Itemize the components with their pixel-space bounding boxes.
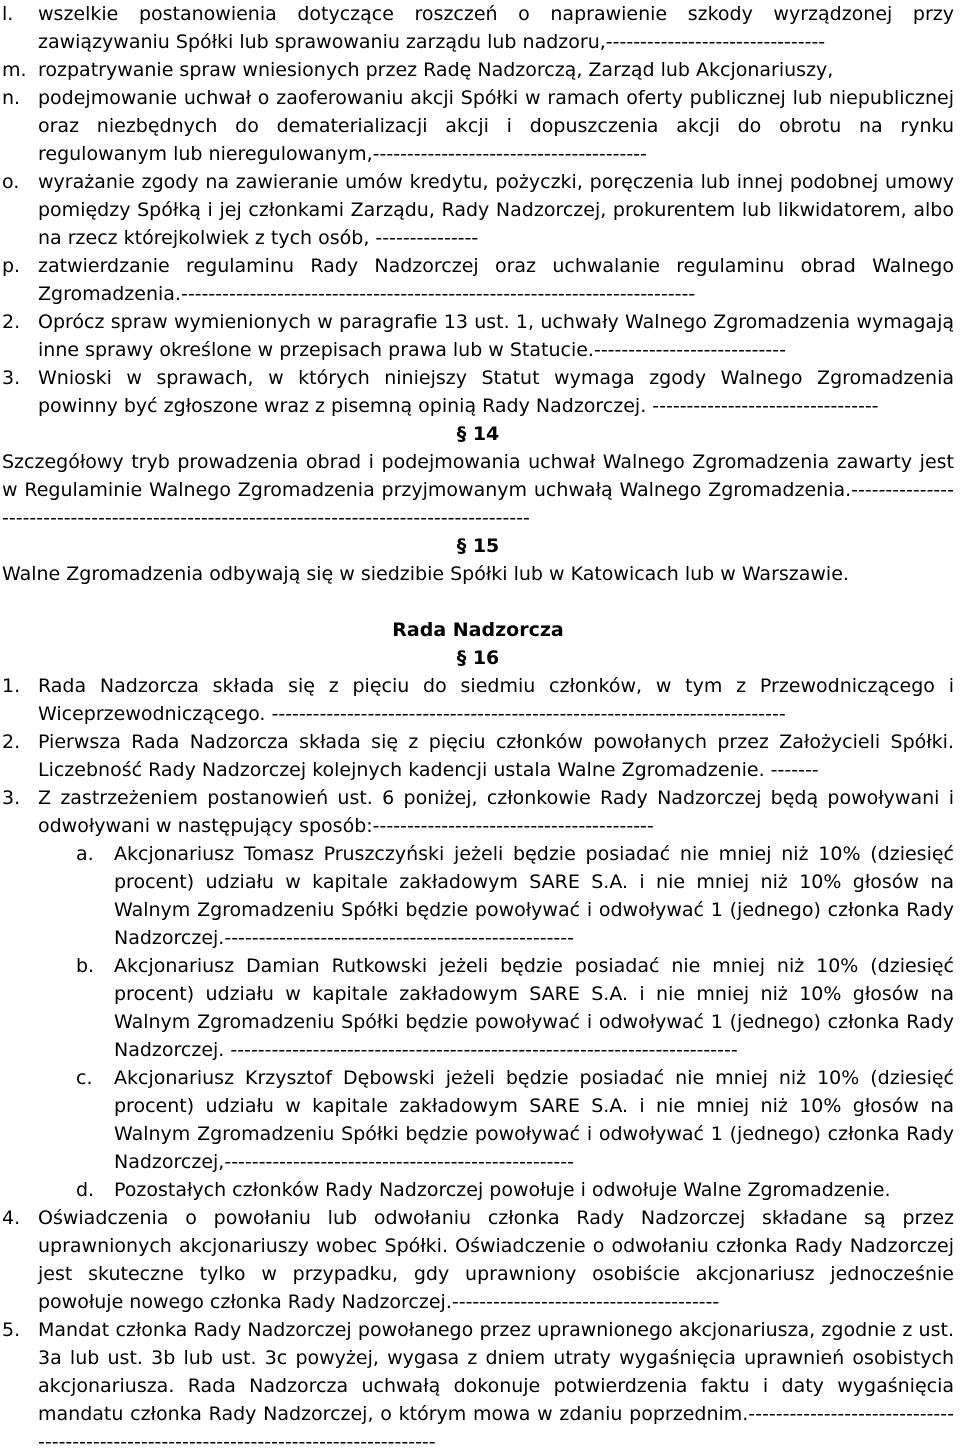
section-14-text: Szczegółowy tryb prowadzenia obrad i podejmowania uchwał Walnego Zgromadzenia zawarty jest w Regulaminie Walnego Zgromadzenia przyjmowanym uchwałą Walnego Zgromadzenia.--------------------------------------------------------------------------------------------: [2, 451, 954, 529]
list-item-text: wyrażanie zgody na zawieranie umów kredytu, pożyczki, poręczenia lub innej podobnej umowy pomiędzy Spółką i jej członkami Zarządu, Rady Nadzorczej, prokurentem lub likwidatorem, albo na rzecz którejkolwiek z tych osób, ---------------: [38, 171, 954, 249]
sub-item-c: [2, 1064, 954, 1176]
list-item-text: Akcjonariusz Tomasz Pruszczyński jeżeli będzie posiadać nie mniej niż 10% (dziesięć procent) udziału w kapitale zakładowym SARE S.A. i nie mniej niż 10% głosów na Walnym Zgromadzeniu Spółki będzie powoływać i odwoływać 1 (jednego) członka Rady Nadzorczej.---------------------------------------------------: [114, 843, 954, 949]
list-marker: d.: [76, 1179, 95, 1201]
paragraph-number: 4.: [2, 1207, 21, 1229]
paragraph-text: Z zastrzeżeniem postanowień ust. 6 poniżej, członkowie Rady Nadzorczej będą powoływani i odwoływani w następujący sposób:-----------------------------------------: [38, 787, 954, 837]
section-16-title: § 16: [456, 647, 500, 669]
list-item-text: wszelkie postanowienia dotyczące roszczeń o naprawienie szkody wyrządzonej przy zawiązywaniu Spółki lub sprawowaniu zarządu lub nadzoru,--------------------------------: [38, 3, 954, 53]
paragraph-number: 2.: [2, 311, 21, 333]
list-item-text: podejmowanie uchwał o zaoferowaniu akcji Spółki w ramach oferty publicznej lub niepublicznej oraz niezbędnych do dematerializacji akcji i dopuszczenia akcji do obrotu na rynku regulowanym lub nieregulowanym,----------------------------------------: [38, 87, 954, 165]
spacer: [2, 588, 954, 616]
paragraph-number: 3.: [2, 787, 21, 809]
section-16-paragraph-3: [2, 784, 954, 840]
section-16-paragraph-5: [2, 1316, 954, 1456]
list-marker: c.: [76, 1067, 93, 1089]
sub-item-b: [2, 952, 954, 1064]
paragraph-number: 5.: [2, 1319, 21, 1341]
paragraph-text: Wnioski w sprawach, w których niniejszy Statut wymaga zgody Walnego Zgromadzenia powinny być zgłoszone wraz z pisemną opinią Rady Nadzorczej. ---------------------------------: [38, 367, 954, 417]
list-item-n: [2, 84, 954, 168]
list-item-m: [2, 56, 954, 84]
paragraph-number: 1.: [2, 675, 21, 697]
paragraph-text: Oprócz spraw wymienionych w paragrafie 13 ust. 1, uchwały Walnego Zgromadzenia wymagają inne sprawy określone w przepisach prawa lub w Statucie.----------------------------: [38, 311, 954, 361]
section-15-text: Walne Zgromadzenia odbywają się w siedzibie Spółki lub w Katowicach lub w Warszawie.: [2, 563, 849, 585]
section-14-title: § 14: [456, 423, 500, 445]
list-item-text: zatwierdzanie regulaminu Rady Nadzorczej oraz uchwalanie regulaminu obrad Walnego Zgromadzenia.---------------------------------------------------------------------------: [38, 255, 954, 305]
list-item-l: [2, 0, 954, 56]
list-item-o: [2, 168, 954, 252]
chapter-title: Rada Nadzorcza: [392, 619, 564, 641]
list-marker: a.: [76, 843, 94, 865]
list-marker: m.: [2, 59, 27, 81]
paragraph-text: Mandat członka Rady Nadzorczej powołanego przez uprawnionego akcjonariusza, zgodnie z ust. 3a lub ust. 3b lub ust. 3c powyżej, wygasa z dniem utraty wygaśnięcia uprawnień osobistych akcjonariusza. Rada Nadzorcza uchwałą dokonuje potwierdzenia faktu i daty wygaśnięcia mandatu członka Rady Nadzorczej, o którym mowa w zdaniu poprzednim.----------------------------------------------------------------------------------------: [38, 1319, 954, 1453]
list-marker: p.: [2, 255, 21, 277]
paragraph-3: [2, 364, 954, 420]
list-marker: b.: [76, 955, 95, 977]
section-16-paragraph-1: [2, 672, 954, 728]
section-16-paragraph-4: [2, 1204, 954, 1316]
list-marker: l.: [2, 3, 14, 25]
paragraph-text: Oświadczenia o powołaniu lub odwołaniu członka Rady Nadzorczej składane są przez uprawnionych akcjonariuszy wobec Spółki. Oświadczenie o odwołaniu członka Rady Nadzorczej jest skuteczne tylko w przypadku, gdy uprawniony osobiście akcjonariusz jednocześnie powołuje nowego członka Rady Nadzorczej.---------------------------------------: [38, 1207, 954, 1313]
list-item-p: [2, 252, 954, 308]
list-item-text: Akcjonariusz Krzysztof Dębowski jeżeli będzie posiadać nie mniej niż 10% (dziesięć procent) udziału w kapitale zakładowym SARE S.A. i nie mniej niż 10% głosów na Walnym Zgromadzeniu Spółki będzie powoływać i odwoływać 1 (jednego) członka Rady Nadzorczej,---------------------------------------------------: [114, 1067, 954, 1173]
paragraph-text: Pierwsza Rada Nadzorcza składa się z pięciu członków powołanych przez Założycieli Spółki. Liczebność Rady Nadzorczej kolejnych kadencji ustala Walne Zgromadzenie. -------: [38, 731, 954, 781]
paragraph-2: [2, 308, 954, 364]
list-marker: n.: [2, 87, 21, 109]
list-item-text: Pozostałych członków Rady Nadzorczej powołuje i odwołuje Walne Zgromadzenie.: [114, 1179, 891, 1201]
list-item-text: rozpatrywanie spraw wniesionych przez Radę Nadzorczą, Zarząd lub Akcjonariuszy,: [38, 59, 834, 81]
section-16-paragraph-2: [2, 728, 954, 784]
sub-item-a: [2, 840, 954, 952]
paragraph-text: Rada Nadzorcza składa się z pięciu do siedmiu członków, w tym z Przewodniczącego i Wiceprzewodniczącego. ---------------------------------------------------------------------------: [38, 675, 954, 725]
list-marker: o.: [2, 171, 20, 193]
list-item-text: Akcjonariusz Damian Rutkowski jeżeli będzie posiadać nie mniej niż 10% (dziesięć procent) udziału w kapitale zakładowym SARE S.A. i nie mniej niż 10% głosów na Walnym Zgromadzeniu Spółki będzie powoływać i odwoływać 1 (jednego) członka Rady Nadzorczej. --------------------------------------------------------------------------: [114, 955, 954, 1061]
sub-item-d: [2, 1176, 954, 1204]
section-15-title: § 15: [456, 535, 500, 557]
paragraph-number: 2.: [2, 731, 21, 753]
paragraph-number: 3.: [2, 367, 21, 389]
